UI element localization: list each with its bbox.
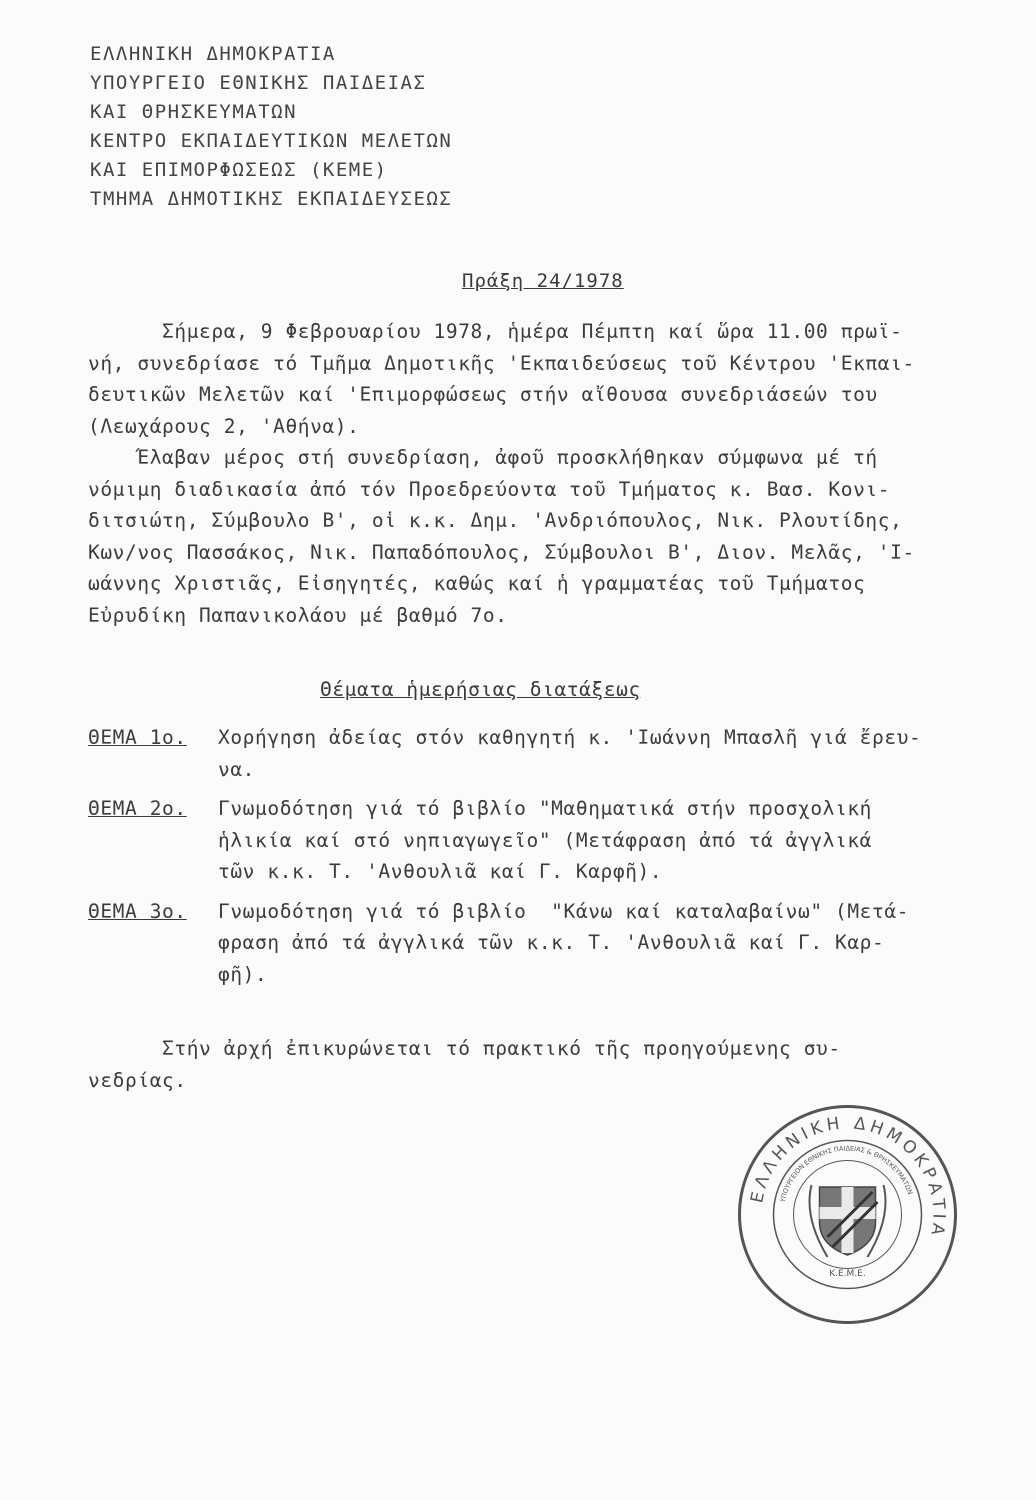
agenda-items xyxy=(88,722,1028,998)
agenda-item-line: φῆ). xyxy=(218,962,268,986)
body-line: ωάννης Χριστιᾶς, Εἰσηγητές, καθώς καί ἡ γραμματέας τοῦ Τμήματος xyxy=(88,572,866,595)
letterhead-line: ΥΠΟΥΡΓΕΙΟ ΕΘΝΙΚΗΣ ΠΑΙΔΕΙΑΣ xyxy=(90,72,427,94)
body-line: (Λεωχάρους 2, 'Αθήνα). xyxy=(88,414,360,438)
body-line: Έλαβαν μέρος στή συνεδρίαση, ἀφοῦ προσκλήθηκαν σύμφωνα μέ τή xyxy=(88,446,878,469)
agenda-item-line: Χορήγηση ἀδείας στόν καθηγητή κ. 'Ιωάννη Μπασλῆ γιά ἔρευ- xyxy=(218,726,922,749)
agenda-item-label: ΘΕΜΑ 1ο. xyxy=(88,726,187,749)
closing-line: νεδρίας. xyxy=(88,1068,187,1092)
body-line: Εὐρυδίκη Παπανικολάου μέ βαθμό 7ο. xyxy=(88,603,508,627)
agenda-item xyxy=(88,793,1028,888)
agenda-item xyxy=(88,722,1028,785)
agenda-item-line: Γνωμοδότηση γιά τό βιβλίο "Κάνω καί καταλαβαίνω" (Μετά- xyxy=(218,899,910,923)
agenda-item-line: να. xyxy=(218,757,256,781)
letterhead-line: ΤΜΗΜΑ ΔΗΜΟΤΙΚΗΣ ΕΚΠΑΙΔΕΥΣΕΩΣ xyxy=(90,188,453,210)
agenda-item-label: ΘΕΜΑ 3ο. xyxy=(88,899,187,923)
letterhead-line: ΕΛΛΗΝΙΚΗ ΔΗΜΟΚΡΑΤΙΑ xyxy=(90,43,336,65)
body-line: νή, συνεδρίασε τό Τμῆμα Δημοτικῆς 'Εκπαιδεύσεως τοῦ Κέντρου 'Εκπαι- xyxy=(88,351,915,375)
agenda-item-text xyxy=(218,896,909,991)
letterhead-line: ΚΑΙ ΘΡΗΣΚΕΥΜΑΤΩΝ xyxy=(90,101,298,123)
agenda-item-line: Γνωμοδότηση γιά τό βιβλίο "Μαθηματικά στήν προσχολική xyxy=(218,797,873,820)
body-line: διτσιώτη, Σύμβουλο Β', οἱ κ.κ. Δημ. 'Ανδριόπουλος, Νικ. Ρλουτίδης, xyxy=(88,509,903,532)
agenda-item-text xyxy=(218,793,872,888)
seal-outer-text: ΕΛΛΗΝΙΚΗ ΔΗΜΟΚΡΑΤΙΑ xyxy=(747,1113,949,1241)
body-line: δευτικῶν Μελετῶν καί 'Επιμορφώσεως στήν αἴθουσα συνεδριάσεών του xyxy=(88,383,878,406)
letterhead xyxy=(90,40,452,214)
agenda-item-line: ἡλικία καί στό νηπιαγωγεῖο" (Μετάφραση ἀπό τά ἀγγλικά xyxy=(218,828,873,852)
closing-line: Στήν ἀρχή ἐπικυρώνεται τό πρακτικό τῆς προηγούμενης συ- xyxy=(88,1037,841,1060)
body-line: Κων/νος Πασσάκος, Νικ. Παπαδόπουλος, Σύμβουλοι Β', Διον. Μελᾶς, 'Ι- xyxy=(88,540,915,564)
agenda-item-text xyxy=(218,722,921,785)
seal-inner-text: ΥΠΟΥΡΓΕΙΟΝ ΕΘΝΙΚΗΣ ΠΑΙΔΕΙΑΣ & ΘΡΗΣΚΕΥΜΑΤΩΝ xyxy=(778,1144,915,1203)
body-line: Σήμερα, 9 Φεβρουαρίου 1978, ἡμέρα Πέμπτη καί ὥρα 11.00 πρωϊ- xyxy=(88,320,903,343)
seal-bottom-text: Κ.Ε.Μ.Ε. xyxy=(829,1269,866,1279)
act-title: Πράξη 24/1978 xyxy=(462,270,624,292)
letterhead-line: ΚΕΝΤΡΟ ΕΚΠΑΙΔΕΥΤΙΚΩΝ ΜΕΛΕΤΩΝ xyxy=(90,130,453,152)
letterhead-line: ΚΑΙ ΕΠΙΜΟΡΦΩΣΕΩΣ (ΚΕΜΕ) xyxy=(90,159,388,181)
agenda-item-line: φραση ἀπό τά ἀγγλικά τῶν κ.κ. Τ. 'Ανθουλιᾶ καί Γ. Καρ- xyxy=(218,931,885,954)
closing-paragraph xyxy=(88,1033,841,1096)
minutes-body xyxy=(88,316,1023,631)
official-seal xyxy=(735,1102,960,1327)
coat-of-arms-icon xyxy=(810,1185,886,1257)
agenda-item xyxy=(88,896,1028,991)
body-line: νόμιμη διαδικασία ἀπό τόν Προεδρεύοντα τοῦ Τμήματος κ. Βασ. Κονι- xyxy=(88,477,891,501)
agenda-item-line: τῶν κ.κ. Τ. 'Ανθουλιᾶ καί Γ. Καρφῆ). xyxy=(218,860,663,883)
agenda-title: Θέματα ἡμερήσιας διατάξεως xyxy=(320,678,641,701)
agenda-item-label: ΘΕΜΑ 2ο. xyxy=(88,797,187,820)
